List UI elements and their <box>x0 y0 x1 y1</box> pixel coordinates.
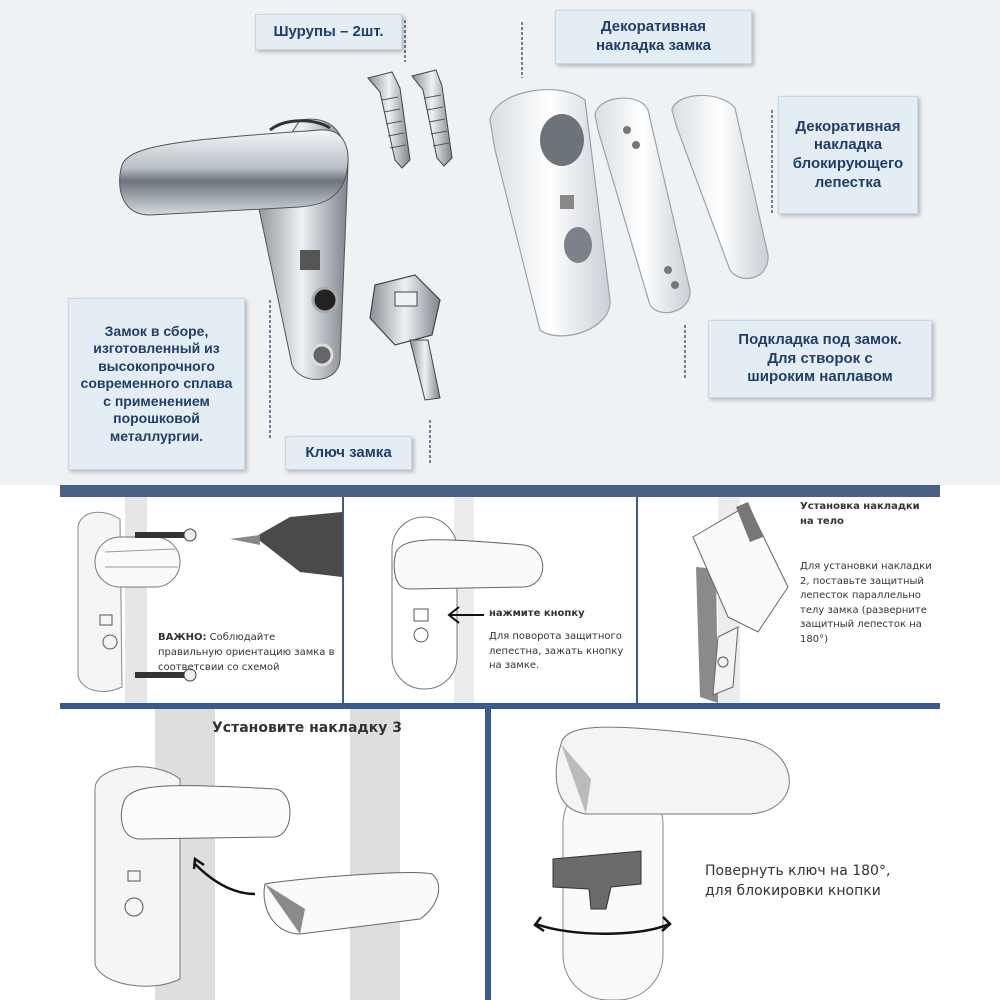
label-lock-cover-text: Декоративная накладка замка <box>595 18 712 54</box>
step-2-press-desc: Для поворота защитного лепестна, зажать кнопку на замке. <box>489 631 624 671</box>
label-key <box>285 436 412 470</box>
petal-cover-image <box>672 95 768 278</box>
label-assembly <box>68 298 245 470</box>
step-2-panel <box>344 497 638 703</box>
step-3-title: Установка накладки на тело <box>800 501 920 527</box>
step-3-desc: Для установки накладки 2, поставьте защитный лепесток параллельно телу замка (разверните защитный лепесток на 180°) <box>800 561 932 645</box>
step-4-title: Установите накладку 3 <box>212 720 402 736</box>
step-3-panel <box>638 497 940 703</box>
label-pad <box>708 320 932 398</box>
screws-image <box>368 70 452 168</box>
step-5-panel <box>491 709 940 1000</box>
step-1-warning-text: Соблюдайте правильную ориентацию замка в соответсвии со схемой <box>158 632 335 673</box>
step-1-panel <box>60 497 344 703</box>
key-image <box>370 275 440 400</box>
label-screws-text: Шурупы – 2шт. <box>273 22 384 40</box>
label-key-text: Ключ замка <box>305 443 392 461</box>
label-pad-text: Подкладка под замок. Для створок с широким наплавом <box>738 330 902 386</box>
label-petal-cover <box>778 96 918 214</box>
label-assembly-text: Замок в сборе, изготовленный из высокопрочного современного сплава с применением порошковой металлургии. <box>80 322 233 444</box>
label-petal-cover-text: Декоративная накладка блокирующего лепестка <box>792 117 904 191</box>
step-1-warning <box>158 615 338 675</box>
label-lock-cover <box>555 10 752 64</box>
section-divider <box>60 485 940 497</box>
pad-image <box>595 98 690 313</box>
parts-overview <box>0 0 1000 485</box>
step-5-text: Повернуть ключ на 180°, для блокировки кнопки <box>705 863 891 900</box>
lock-cover-image <box>490 90 610 336</box>
step-1-warning-bold: ВАЖНО: <box>158 632 207 643</box>
label-screws <box>255 14 402 50</box>
step-4-illustration <box>60 709 485 1000</box>
step-5-illustration <box>491 709 940 1000</box>
step-4-panel <box>60 709 491 1000</box>
step-2-press-title: нажмите кнопку <box>489 608 585 619</box>
